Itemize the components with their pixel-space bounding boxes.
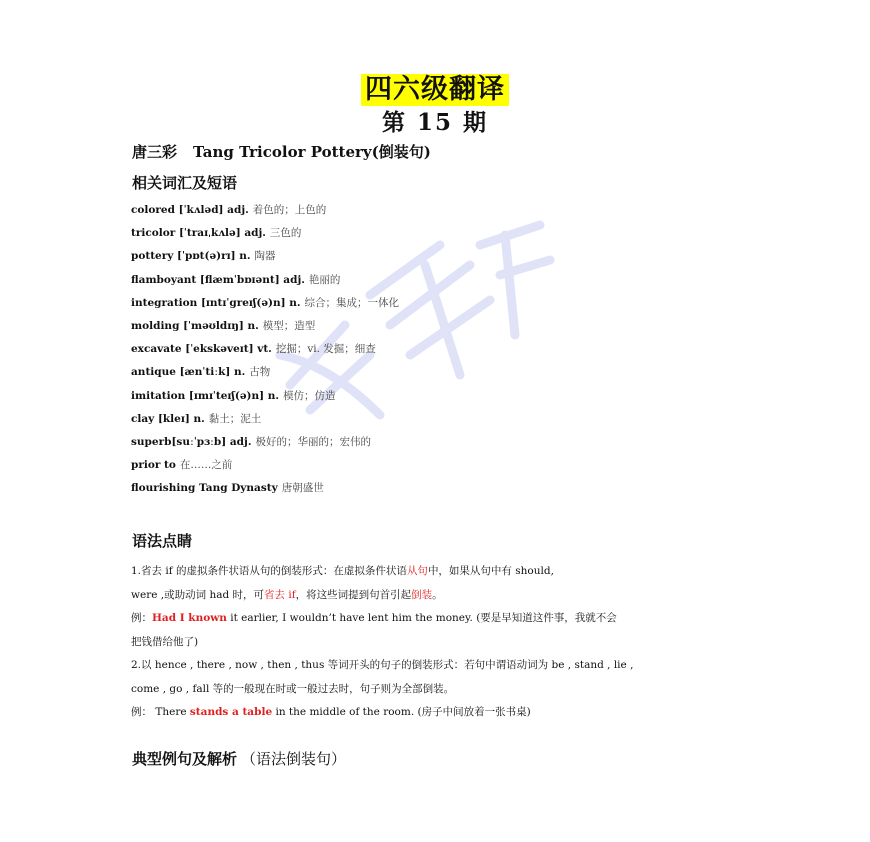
vocab-meaning: 唐朝盛世 — [281, 482, 324, 495]
vocab-meaning: 挖掘；vi. 发掘；细查 — [275, 343, 376, 356]
vocab-word: flamboyant [flæmˈbɒɪənt] adj. — [131, 273, 305, 286]
vocab-row — [131, 341, 751, 364]
grammar-text: 中，如果从句中有 should, — [427, 565, 554, 577]
highlight-text: 倒装 — [411, 588, 433, 601]
examples-heading-bold: 典型例句及解析 — [132, 750, 238, 768]
vocab-list — [131, 202, 751, 503]
vocab-meaning: 模仿；仿造 — [283, 389, 336, 402]
grammar-line-1 — [131, 560, 771, 584]
vocab-word: excavate [ˈekskəveɪt] vt. — [131, 343, 272, 356]
examples-heading-note: （语法倒装句） — [241, 750, 347, 768]
grammar-text: 。 — [432, 588, 443, 601]
vocab-word: prior to — [131, 459, 176, 472]
grammar-text: were ,或助动词 had 时，可 — [131, 588, 265, 601]
grammar-line-6: come , go , fall 等的一般现在时或一般过去时，句子则为全部倒装。 — [131, 682, 455, 695]
vocab-meaning: 在……之前 — [179, 459, 233, 472]
vocab-meaning: 三色的 — [269, 227, 302, 240]
vocab-meaning: 古物 — [249, 366, 271, 379]
vocab-word: integration [ɪntɪˈgreɪʃ(ə)n] n. — [131, 296, 301, 309]
vocab-word: antique [ænˈtiːk] n. — [131, 366, 246, 379]
issue-number: 第 15 期 — [381, 109, 489, 136]
grammar-text: 例： There — [131, 706, 190, 718]
highlight-text: 省去 if — [264, 588, 296, 601]
vocab-word: flourishing Tang Dynasty — [131, 482, 278, 495]
grammar-line-4: 把钱借给他了) — [131, 635, 199, 648]
vocab-heading: 相关词汇及短语 — [132, 174, 238, 192]
title-area — [0, 74, 870, 106]
vocab-word: colored [ˈkʌləd] adj. — [131, 204, 249, 216]
vocab-word: pottery [ˈpɒt(ə)rɪ] n. — [131, 250, 251, 263]
grammar-body — [131, 560, 771, 725]
grammar-text: 例： — [131, 612, 152, 624]
vocab-meaning: 艳丽的 — [308, 273, 341, 286]
grammar-text: 1.省去 if 的虚拟条件状语从句的倒装形式：在虚拟条件状语 — [131, 565, 407, 577]
vocab-meaning: 着色的；上色的 — [252, 204, 327, 216]
vocab-meaning: 综合；集成；一体化 — [304, 296, 400, 309]
grammar-line-2 — [131, 584, 771, 608]
vocab-row — [131, 202, 751, 225]
grammar-line-5: 2.以 hence , there , now , then , thus 等词开头的句子的倒装形式：若句中谓语动词为 be , stand , lie , — [131, 659, 634, 671]
grammar-line-7 — [131, 701, 771, 725]
vocab-word: imitation [ɪmɪˈteɪʃ(ə)n] n. — [131, 389, 280, 402]
grammar-line-3 — [131, 607, 771, 631]
grammar-text: it earlier, I wouldn’t have lent him the money. (要是早知道这件事，我就不会 — [226, 612, 617, 624]
highlight-text: 从句 — [406, 565, 428, 577]
vocab-row — [131, 434, 751, 457]
vocab-meaning: 极好的；华丽的；宏伟的 — [255, 435, 371, 448]
vocab-meaning: 黏土；泥土 — [208, 412, 262, 425]
vocab-row — [131, 480, 751, 503]
grammar-text: in the middle of the room. (房子中间放着一张书桌) — [272, 706, 531, 718]
vocab-row — [131, 295, 751, 318]
vocab-row — [131, 388, 751, 411]
grammar-heading: 语法点睛 — [132, 532, 193, 550]
vocab-row — [131, 457, 751, 480]
vocab-word: tricolor [ˈtraɪˌkʌlə] adj. — [131, 227, 266, 240]
vocab-row — [131, 272, 751, 295]
vocab-row — [131, 225, 751, 248]
examples-heading — [132, 748, 346, 769]
vocab-word: molding [ˈməʊldɪŋ] n. — [131, 319, 259, 332]
vocab-word: superb[suːˈpɜːb] adj. — [131, 435, 252, 448]
vocab-row — [131, 318, 751, 341]
highlight-text: Had I known — [152, 612, 227, 624]
topic-cn: 唐三彩 — [132, 143, 178, 161]
document-title: 四六级翻译 — [361, 74, 509, 106]
vocab-meaning: 模型；造型 — [262, 319, 316, 332]
topic-heading — [132, 141, 431, 162]
vocab-word: clay [kleɪ] n. — [131, 412, 205, 425]
vocab-meaning: 陶器 — [254, 250, 276, 263]
vocab-row — [131, 364, 751, 387]
issue-area — [0, 104, 870, 137]
vocab-row — [131, 411, 751, 434]
topic-en: Tang Tricolor Pottery(倒装句) — [193, 143, 431, 161]
highlight-text: stands a table — [189, 706, 273, 718]
vocab-row — [131, 248, 751, 271]
grammar-text: ，将这些词提到句首引起 — [295, 588, 412, 601]
